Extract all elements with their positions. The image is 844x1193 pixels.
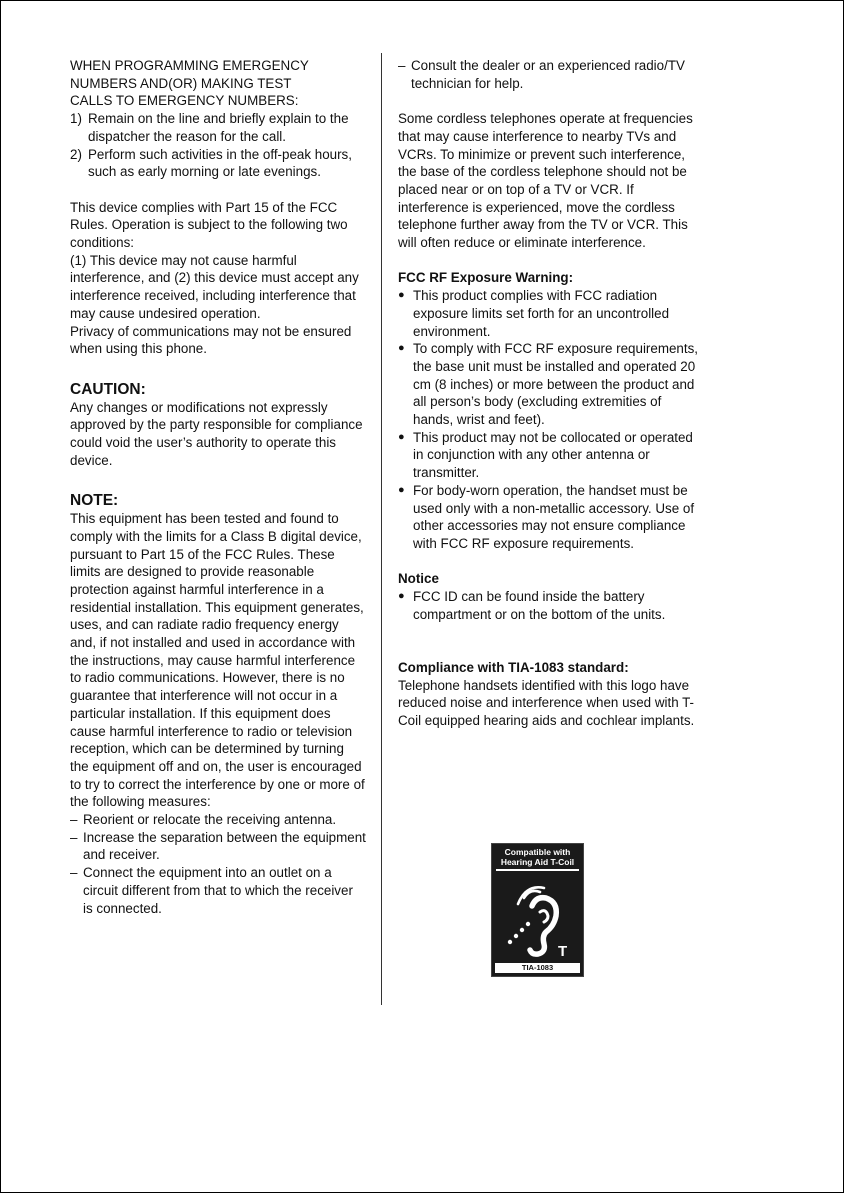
cordless-paragraph: Some cordless telephones operate at frequencies that may cause interference to nearby TVs and VCRs. To minimize or prevent such interference, the base of the cordless telephone should not be placed near or on top of a TV or VCR. If interference is experienced, move the cordless telephone further away from the TV or VCR. This will often reduce or eliminate interference.	[398, 111, 693, 251]
notice-list	[398, 588, 698, 623]
bullet-icon: ●	[398, 289, 405, 302]
bullet-icon: ●	[398, 342, 405, 355]
caution-paragraph: Any changes or modifications not expressly approved by the party responsible for compliance could void the user’s authority to operate this device.	[70, 399, 363, 468]
list-item: – Consult the dealer or an experienced radio/TV technician for help.	[398, 58, 685, 91]
note-heading: NOTE:	[70, 492, 119, 510]
note-paragraph: This equipment has been tested and found to comply with the limits for a Class B digital device, pursuant to Part 15 of the FCC Rules. These limits are designed to provide reasonable protection against harmful interference in a residential installation. This equipment generates, uses, and can radiate radio frequency energy and, if not installed and used in accordance with the instructions, may cause harmful interference to radio communications. However, there is no guarantee that interference will not occur in a particular installation. If this equipment does cause harmful interference to radio or television reception, which can be determined by turning the equipment off and on, the user is encouraged to try to correct the interference by one or more of the following measures:	[70, 511, 365, 810]
fcc-conditions-paragraph: (1) This device may not cause harmful interference, and (2) this device must accept any interference received, including interference that may cause undesired operation.	[70, 252, 359, 321]
list-item: ● This product complies with FCC radiation exposure limits set forth for an uncontrolled environment.	[398, 288, 670, 339]
right-column	[398, 57, 698, 730]
privacy-paragraph: Privacy of communications may not be ensured when using this phone.	[70, 323, 352, 357]
list-item: ● To comply with FCC RF exposure requirements, the base unit must be installed and operated 20 cm (8 inches) or more between the product and all person’s body (excluding extremities of hands, wrist and feet).	[398, 341, 699, 428]
notice-heading: Notice	[398, 571, 439, 587]
measures-list-continued	[398, 57, 698, 92]
list-item: ● This product may not be collocated or operated in conjunction with any other antenna or transmitter.	[398, 429, 693, 481]
bullet-icon: ●	[398, 483, 405, 496]
tia-heading: Compliance with TIA-1083 standard:	[398, 659, 629, 675]
list-item: – Increase the separation between the equipment and receiver.	[70, 829, 366, 863]
t-coil-letter: T	[558, 943, 568, 960]
bullet-icon: ●	[398, 430, 405, 443]
logo-caption: Compatible with Hearing Aid T-Coil	[500, 847, 575, 867]
hearing-aid-logo	[491, 843, 584, 977]
emergency-heading: WHEN PROGRAMMING EMERGENCY NUMBERS AND(OR) MAKING TEST CALLS TO EMERGENCY NUMBERS:	[70, 58, 309, 109]
fcc-part15-paragraph: This device complies with Part 15 of the FCC Rules. Operation is subject to the following two conditions:	[70, 199, 348, 251]
list-item: – Connect the equipment into an outlet on a circuit different from that to which the receiver is connected.	[70, 865, 353, 916]
rf-exposure-list	[398, 287, 698, 553]
list-item: ● FCC ID can be found inside the battery compartment or on the bottom of the units.	[398, 589, 666, 622]
caution-heading: CAUTION:	[70, 380, 146, 398]
column-divider	[381, 53, 382, 1005]
tia-paragraph: Telephone handsets identified with this logo have reduced noise and interference when used with T-Coil equipped hearing aids and cochlear implants.	[398, 677, 695, 728]
logo-separator	[496, 869, 579, 871]
list-item: – Reorient or relocate the receiving antenna.	[70, 812, 337, 828]
logo-standard-label: TIA-1083	[495, 963, 580, 973]
list-item: 1) Remain on the line and briefly explain to the dispatcher the reason for the call.	[70, 111, 349, 144]
left-column	[70, 57, 366, 917]
emergency-list	[70, 110, 366, 181]
bullet-icon: ●	[398, 590, 405, 603]
list-item: ● For body-worn operation, the handset must be used only with a non-metallic accessory. Use of other accessories may not ensure compliance with FCC RF exposure requirements.	[398, 482, 695, 551]
measures-list	[70, 811, 366, 917]
hearing-aid-ear-icon	[502, 886, 574, 962]
list-item: 2) Perform such activities in the off-peak hours, such as early morning or late evenings.	[70, 146, 352, 180]
rf-exposure-heading: FCC RF Exposure Warning:	[398, 270, 574, 286]
